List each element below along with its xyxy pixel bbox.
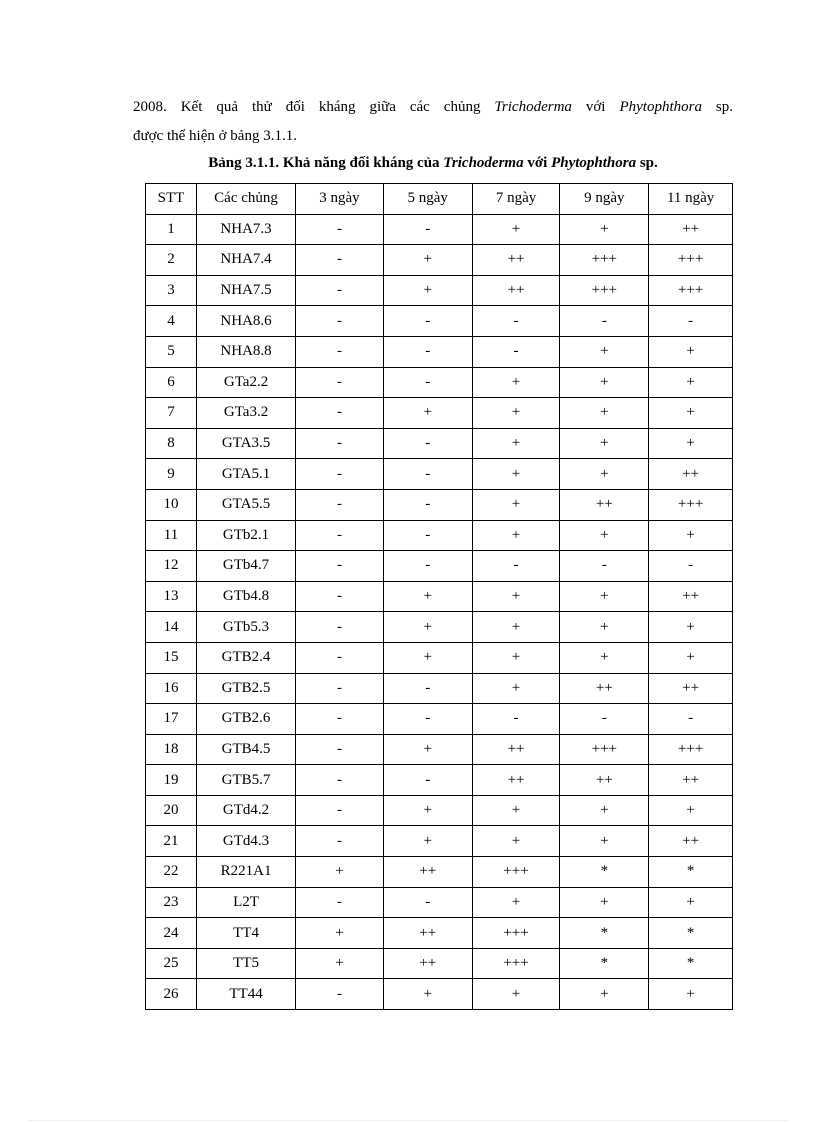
table-row [146,734,733,765]
cell-day-3: - [296,704,384,735]
table-row [146,367,733,398]
cell-day-5: + [383,581,472,612]
cell-day-5: - [383,765,472,796]
column-header-day-7: 7 ngày [472,184,560,215]
cell-day-11: + [649,520,733,551]
table-row [146,612,733,643]
cell-strain: R221A1 [197,857,296,888]
cell-day-7: + [472,428,560,459]
cell-day-9: + [560,979,649,1010]
cell-strain: GTB2.5 [197,673,296,704]
cell-day-3: - [296,306,384,337]
cell-stt: 12 [146,551,197,582]
cell-day-7: + [472,489,560,520]
cell-day-5: + [383,612,472,643]
cell-day-3: - [296,734,384,765]
cell-day-9: + [560,428,649,459]
cell-day-7: ++ [472,765,560,796]
cell-day-9: + [560,642,649,673]
cell-day-5: + [383,979,472,1010]
cell-day-9: - [560,306,649,337]
cell-day-7: + [472,887,560,918]
cell-day-3: - [296,979,384,1010]
cell-stt: 11 [146,520,197,551]
cell-stt: 7 [146,398,197,429]
cell-day-9: +++ [560,275,649,306]
cell-day-9: +++ [560,734,649,765]
cell-day-5: - [383,428,472,459]
cell-day-7: + [472,367,560,398]
cell-day-5: ++ [383,857,472,888]
cell-strain: NHA8.8 [197,336,296,367]
cell-strain: GTA5.1 [197,459,296,490]
cell-day-11: * [649,918,733,949]
cell-day-9: ++ [560,765,649,796]
cell-day-3: - [296,245,384,276]
cell-strain: NHA7.3 [197,214,296,245]
cell-day-9: * [560,918,649,949]
intro-line-2: được thể hiện ở bảng 3.1.1. [133,128,297,144]
cell-day-7: ++ [472,734,560,765]
caption-genus-phytophthora: Phytophthora [551,155,637,171]
cell-stt: 25 [146,948,197,979]
column-header-day-9: 9 ngày [560,184,649,215]
cell-stt: 21 [146,826,197,857]
cell-day-3: - [296,765,384,796]
table-row [146,245,733,276]
cell-day-11: * [649,948,733,979]
cell-day-11: ++ [649,673,733,704]
table-row [146,765,733,796]
column-header-day-5: 5 ngày [383,184,472,215]
cell-day-3: - [296,336,384,367]
table-row [146,704,733,735]
cell-strain: GTa2.2 [197,367,296,398]
intro-text: sp. [701,99,733,115]
cell-day-9: ++ [560,673,649,704]
cell-strain: GTd4.2 [197,795,296,826]
cell-day-7: +++ [472,857,560,888]
cell-day-7: ++ [472,275,560,306]
table-row [146,581,733,612]
cell-strain: GTb4.8 [197,581,296,612]
cell-stt: 24 [146,918,197,949]
cell-strain: TT4 [197,918,296,949]
cell-day-3: - [296,275,384,306]
caption-text: Bảng 3.1.1. Khả năng đối kháng của [208,155,444,171]
cell-day-5: + [383,245,472,276]
cell-stt: 10 [146,489,197,520]
cell-day-5: - [383,367,472,398]
cell-day-7: +++ [472,918,560,949]
cell-day-3: + [296,918,384,949]
cell-day-5: ++ [383,948,472,979]
cell-day-5: - [383,551,472,582]
cell-day-5: - [383,306,472,337]
cell-day-9: ++ [560,489,649,520]
cell-strain: NHA7.5 [197,275,296,306]
table-row [146,275,733,306]
cell-day-5: - [383,459,472,490]
antagonism-table [145,183,733,1010]
cell-day-3: - [296,551,384,582]
table-body [146,214,733,1009]
cell-day-7: + [472,612,560,643]
cell-day-3: - [296,673,384,704]
cell-stt: 2 [146,245,197,276]
caption-text: sp. [636,155,658,171]
cell-day-9: + [560,887,649,918]
table-row [146,857,733,888]
cell-day-9: +++ [560,245,649,276]
table-row [146,214,733,245]
cell-stt: 4 [146,306,197,337]
cell-day-11: + [649,887,733,918]
cell-strain: GTA3.5 [197,428,296,459]
caption-text: với [523,155,552,171]
cell-day-7: + [472,673,560,704]
table-row [146,795,733,826]
cell-stt: 23 [146,887,197,918]
cell-strain: GTb5.3 [197,612,296,643]
cell-day-11: +++ [649,489,733,520]
column-header-day-11: 11 ngày [649,184,733,215]
table-row [146,520,733,551]
table-row [146,489,733,520]
cell-strain: GTB2.6 [197,704,296,735]
cell-strain: GTd4.3 [197,826,296,857]
cell-day-3: - [296,795,384,826]
table-row [146,336,733,367]
cell-stt: 26 [146,979,197,1010]
cell-stt: 3 [146,275,197,306]
cell-day-9: * [560,857,649,888]
cell-strain: GTB5.7 [197,765,296,796]
table-row [146,306,733,337]
page-bottom-divider [28,1120,788,1121]
cell-day-11: + [649,336,733,367]
cell-day-5: - [383,336,472,367]
cell-day-11: - [649,704,733,735]
cell-day-9: + [560,214,649,245]
cell-day-11: + [649,428,733,459]
cell-strain: NHA8.6 [197,306,296,337]
intro-line-1 [133,93,733,122]
table-row [146,551,733,582]
cell-day-11: - [649,306,733,337]
table-row [146,459,733,490]
cell-stt: 19 [146,765,197,796]
cell-day-9: + [560,336,649,367]
cell-day-11: + [649,979,733,1010]
cell-day-7: + [472,214,560,245]
cell-day-5: - [383,489,472,520]
cell-day-5: + [383,275,472,306]
cell-day-7: + [472,826,560,857]
cell-day-3: - [296,887,384,918]
cell-day-11: - [649,551,733,582]
cell-day-7: - [472,306,560,337]
cell-day-5: + [383,795,472,826]
cell-day-7: - [472,704,560,735]
cell-day-9: + [560,520,649,551]
genus-trichoderma: Trichoderma [494,99,572,115]
intro-text: với [571,99,620,115]
cell-strain: GTb4.7 [197,551,296,582]
table-row [146,979,733,1010]
cell-day-7: - [472,336,560,367]
cell-day-9: + [560,367,649,398]
cell-day-7: + [472,459,560,490]
cell-stt: 20 [146,795,197,826]
cell-stt: 22 [146,857,197,888]
cell-stt: 9 [146,459,197,490]
cell-day-5: + [383,826,472,857]
cell-stt: 8 [146,428,197,459]
cell-day-3: - [296,459,384,490]
cell-day-3: - [296,398,384,429]
cell-day-11: + [649,642,733,673]
cell-day-3: - [296,826,384,857]
cell-day-9: + [560,612,649,643]
cell-strain: TT5 [197,948,296,979]
cell-day-11: ++ [649,459,733,490]
cell-day-9: + [560,459,649,490]
cell-day-5: - [383,673,472,704]
cell-day-3: - [296,367,384,398]
cell-day-3: - [296,642,384,673]
cell-day-3: - [296,214,384,245]
table-row [146,428,733,459]
cell-day-11: ++ [649,826,733,857]
cell-day-5: + [383,398,472,429]
cell-stt: 14 [146,612,197,643]
cell-day-3: - [296,428,384,459]
cell-day-5: ++ [383,918,472,949]
cell-day-11: ++ [649,765,733,796]
cell-day-11: + [649,795,733,826]
cell-day-7: + [472,520,560,551]
cell-strain: NHA7.4 [197,245,296,276]
column-header-strain: Các chủng [197,184,296,215]
cell-day-7: ++ [472,245,560,276]
column-header-stt: STT [146,184,197,215]
cell-day-9: - [560,551,649,582]
cell-strain: L2T [197,887,296,918]
cell-day-9: + [560,398,649,429]
cell-day-3: - [296,581,384,612]
cell-day-11: + [649,612,733,643]
cell-day-5: - [383,704,472,735]
cell-stt: 15 [146,642,197,673]
cell-stt: 17 [146,704,197,735]
cell-stt: 13 [146,581,197,612]
cell-day-5: - [383,887,472,918]
intro-paragraph [133,93,733,151]
table-header-row [146,184,733,215]
cell-strain: GTB4.5 [197,734,296,765]
cell-stt: 6 [146,367,197,398]
cell-day-7: + [472,979,560,1010]
cell-day-11: + [649,398,733,429]
cell-day-3: - [296,520,384,551]
cell-stt: 16 [146,673,197,704]
cell-day-5: + [383,734,472,765]
cell-day-9: + [560,795,649,826]
table-row [146,673,733,704]
cell-day-9: * [560,948,649,979]
cell-strain: GTb2.1 [197,520,296,551]
genus-phytophthora: Phytophthora [619,99,702,115]
cell-day-11: * [649,857,733,888]
table-row [146,826,733,857]
cell-day-11: +++ [649,245,733,276]
cell-day-5: + [383,642,472,673]
cell-stt: 5 [146,336,197,367]
cell-day-7: + [472,581,560,612]
table-row [146,948,733,979]
cell-day-11: +++ [649,275,733,306]
cell-day-9: + [560,826,649,857]
cell-day-3: - [296,612,384,643]
cell-day-7: - [472,551,560,582]
cell-day-3: + [296,948,384,979]
cell-day-3: + [296,857,384,888]
cell-strain: GTA5.5 [197,489,296,520]
cell-day-3: - [296,489,384,520]
table-row [146,642,733,673]
cell-day-11: + [649,367,733,398]
table-row [146,918,733,949]
table-caption [120,155,746,172]
cell-strain: TT44 [197,979,296,1010]
intro-text: 2008. Kết quả thử đối kháng giữa các chủng [133,99,495,115]
cell-day-5: - [383,520,472,551]
cell-day-7: + [472,642,560,673]
cell-day-11: ++ [649,214,733,245]
table-row [146,398,733,429]
cell-day-9: + [560,581,649,612]
cell-strain: GTa3.2 [197,398,296,429]
cell-day-5: - [383,214,472,245]
cell-stt: 18 [146,734,197,765]
cell-day-9: - [560,704,649,735]
cell-stt: 1 [146,214,197,245]
table-row [146,887,733,918]
cell-day-7: + [472,398,560,429]
cell-day-11: ++ [649,581,733,612]
cell-strain: GTB2.4 [197,642,296,673]
column-header-day-3: 3 ngày [296,184,384,215]
cell-day-11: +++ [649,734,733,765]
caption-genus-trichoderma: Trichoderma [443,155,524,171]
cell-day-7: + [472,795,560,826]
cell-day-7: +++ [472,948,560,979]
